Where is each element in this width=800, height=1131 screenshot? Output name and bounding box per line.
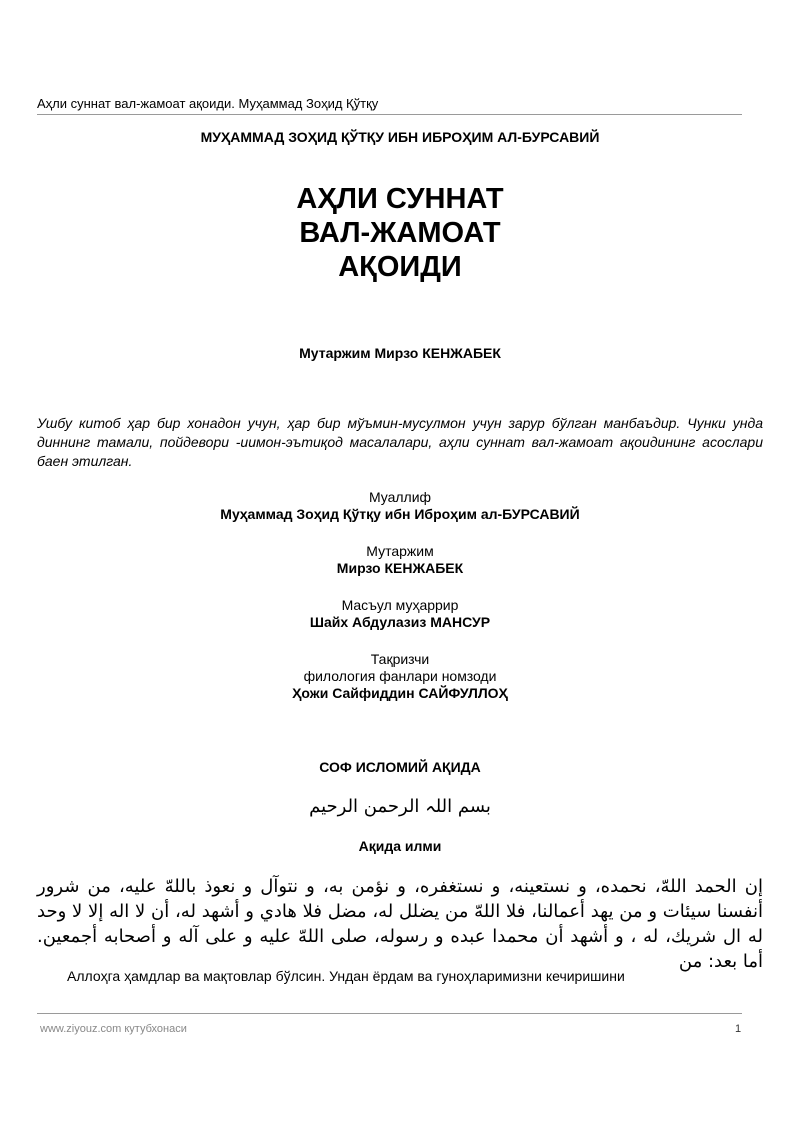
basmala: بسم اللہ الرحمن الرحیم (309, 796, 491, 817)
credit-translator (37, 543, 763, 577)
footer-divider (37, 1013, 742, 1014)
credit-editor-name: Шайх Абдулазиз МАНСУР (309, 614, 491, 630)
book-title-line-1: АҲЛИ СУННАТ (296, 183, 504, 215)
credit-reviewer-role-detail: филология фанлари номзоди (303, 668, 497, 684)
book-title-line-3: АҚОИДИ (338, 251, 462, 283)
credit-editor-role: Масъул муҳаррир (341, 597, 459, 613)
credit-editor (37, 597, 763, 631)
credit-author-name: Муҳаммад Зоҳид Қўтқу ибн Иброҳим ал-БУРСАВИЙ (220, 506, 580, 522)
section-subtitle: Ақида илми (358, 838, 442, 854)
header-divider (37, 114, 742, 115)
author-heading: МУҲАММАД ЗОҲИД ҚЎТҚУ ИБН ИБРОҲИМ АЛ-БУРСАВИЙ (200, 129, 600, 145)
intro-paragraph: Ушбу китоб ҳар бир хонадон учун, ҳар бир мўъмин-мусулмон учун зарур бўлган манбаъдир. Чунки унда диннинг тамали, пойдевори -иимон-эътиқод масалалари, аҳли суннат вал-жамоат ақоидининг асослари баен этилган. (37, 415, 763, 469)
credit-reviewer-role: Тақризчи (370, 651, 430, 667)
credit-reviewer (37, 651, 763, 702)
running-header: Аҳли суннат вал-жамоат ақоиди. Муҳаммад Зоҳид Қўтқу (37, 96, 379, 111)
book-title (37, 182, 763, 284)
book-title-line-2: ВАЛ-ЖАМОАТ (299, 217, 501, 249)
credit-translator-name: Мирзо КЕНЖАБЕК (336, 560, 464, 576)
page-number: 1 (735, 1023, 742, 1035)
credit-author (37, 489, 763, 523)
arabic-paragraph: إن الحمد اللهّ، نحمده، و نستعينه، و نستغفره، و نؤمن به، و نتوآل و نعوذ باللهّ عليه، من شرور أنفسنا سيئات و من يهد أعمالنا، فلا اللهّ من يضلل له، مضل فلا هادي و أشهد له، أن لا اله إلا لا وحد له ال شريك، له ، و أشهد أن محمدا عبده و رسوله، صلى اللهّ عليه و على آله و أصحابه أجمعين. أما بعد: من (37, 876, 763, 972)
credit-reviewer-name: Ҳожи Сайфиддин САЙФУЛЛОҲ (292, 685, 508, 701)
uzbek-paragraph: Аллоҳга ҳамдлар ва мақтовлар бўлсин. Ундан ёрдам ва гуноҳларимизни кечиришини (67, 968, 625, 984)
section-title: СОФ ИСЛОМИЙ АҚИДА (319, 759, 481, 775)
translator-line: Мутаржим Мирзо КЕНЖАБЕК (299, 345, 501, 361)
credit-translator-role: Мутаржим (366, 543, 434, 559)
credit-author-role: Муаллиф (368, 489, 432, 505)
footer-source: www.ziyouz.com кутубхонаси (40, 1023, 187, 1035)
